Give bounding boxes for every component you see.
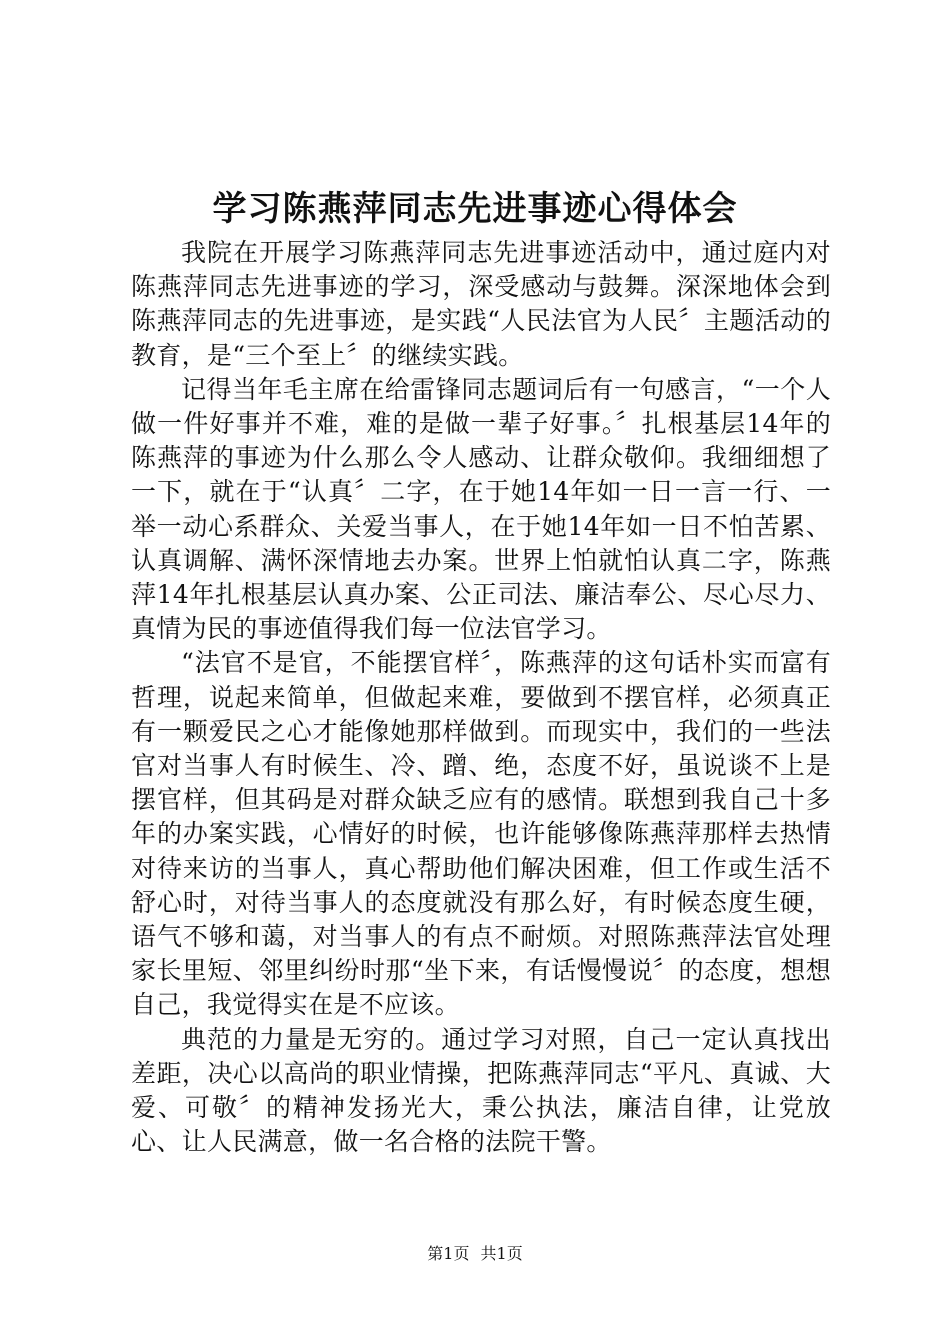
page-footer (0, 1244, 950, 1264)
page-total: 共1页 (480, 1244, 523, 1263)
document-title: 学习陈燕萍同志先进事迹心得体会 (212, 189, 738, 229)
document-body (131, 236, 831, 1159)
paragraph-2: 记得当年毛主席在给雷锋同志题词后有一句感言，“一个人做一件好事并不难，难的是做一辈子好事。〞扎根基层14年的陈燕萍的事迹为什么那么令人感动、让群众敬仰。我细细想了一下，就在于“认真〞二字，在于她14年如一日一言一行、一举一动心系群众、关爱当事人，在于她14年如一日不怕苦累、认真调解、满怀深情地去办案。世界上怕就怕认真二字，陈燕萍14年扎根基层认真办案、公正司法、廉洁奉公、尽心尽力、真情为民的事迹值得我们每一位法官学习。 (131, 374, 831, 644)
paragraph-4: 典范的力量是无穷的。通过学习对照，自己一定认真找出差距，决心以高尚的职业情操，把陈燕萍同志“平凡、真诚、大爱、可敬〞的精神发扬光大，秉公执法，廉洁自律，让党放心、让人民满意，做一名合格的法院干警。 (131, 1024, 831, 1157)
paragraph-3: “法官不是官，不能摆官样〞，陈燕萍的这句话朴实而富有哲理，说起来简单，但做起来难，要做到不摆官样，必须真正有一颗爱民之心才能像她那样做到。而现实中，我们的一些法官对当事人有时候生、冷、蹭、绝，态度不好，虽说谈不上是摆官样，但其码是对群众缺乏应有的感情。联想到我自己十多年的办案实践，心情好的时候，也许能够像陈燕萍那样去热情对待来访的当事人，真心帮助他们解决困难，但工作或生活不舒心时，对待当事人的态度就没有那么好，有时候态度生硬，语气不够和蔼，对当事人的有点不耐烦。对照陈燕萍法官处理家长里短、邻里纠纷时那“坐下来，有话慢慢说〞的态度，想想自己，我觉得实在是不应该。 (131, 648, 831, 1020)
page-number: 第1页 (427, 1244, 470, 1263)
paragraph-1: 我院在开展学习陈燕萍同志先进事迹活动中，通过庭内对陈燕萍同志先进事迹的学习，深受感动与鼓舞。深深地体会到陈燕萍同志的先进事迹，是实践“人民法官为人民〞主题活动的教育，是“三个至上〞的继续实践。 (131, 238, 831, 370)
